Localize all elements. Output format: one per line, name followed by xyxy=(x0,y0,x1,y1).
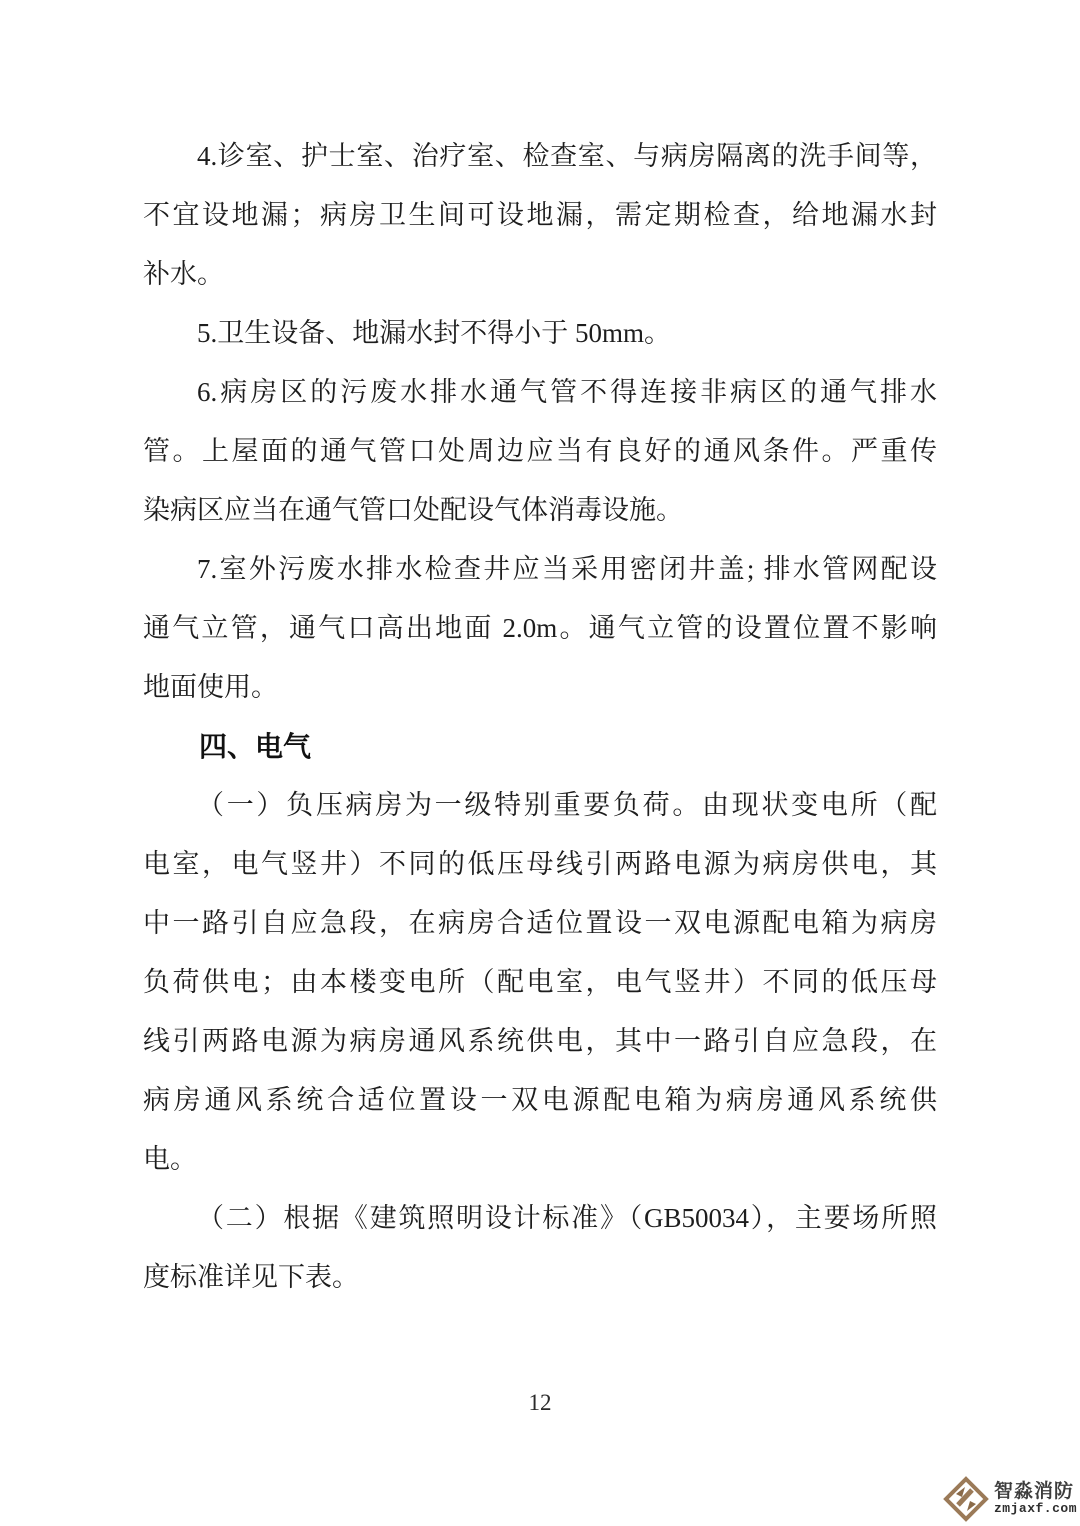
paragraph-e1-line-2: 电室，电气竖井）不同的低压母线引两路电源为病房供电，其 xyxy=(143,849,937,879)
section-heading-text: 四、电气 xyxy=(199,731,312,762)
paragraph-6-line-1: 6.病房区的污废水排水通气管不得连接非病区的通气排水 xyxy=(197,377,937,407)
paragraph-7-line-3: 地面使用。 xyxy=(143,672,278,702)
paragraph-7-line-1: 7.室外污废水排水检查井应当采用密闭井盖; 排水管网配设 xyxy=(197,554,937,584)
paragraph-6 xyxy=(143,363,937,540)
paragraph-4-line-1: 4.诊室、护士室、治疗室、检查室、与病房隔离的洗手间等， xyxy=(197,141,937,171)
paragraph-7 xyxy=(143,540,937,717)
watermark-domain: zmjaxf.com xyxy=(993,1501,1077,1517)
paragraph-e2-line-1: （二）根据《建筑照明设计标准》（GB50034），主要场所照 xyxy=(197,1203,937,1233)
paragraph-4-line-3: 补水。 xyxy=(143,259,224,289)
watermark-brand: 智淼消防 xyxy=(993,1481,1074,1503)
section-heading-electrical xyxy=(143,717,937,776)
paragraph-e1-line-7: 电。 xyxy=(143,1144,197,1174)
paragraph-5-line-1: 5.卫生设备、地漏水封不得小于 50mm。 xyxy=(197,318,672,348)
paragraph-e1-line-1: （一）负压病房为一级特别重要负荷。由现状变电所（配 xyxy=(197,790,937,820)
paragraph-e1 xyxy=(143,776,937,1189)
paragraph-e1-line-3: 中一路引自应急段，在病房合适位置设一双电源配电箱为病房 xyxy=(143,908,937,938)
paragraph-6-line-2: 管。上屋面的通气管口处周边应当有良好的通风条件。严重传 xyxy=(143,436,937,466)
paragraph-7-line-2: 通气立管，通气口高出地面 2.0m。通气立管的设置位置不影响 xyxy=(143,613,937,643)
paragraph-e2-line-2: 度标准详见下表。 xyxy=(143,1262,359,1292)
paragraph-5 xyxy=(143,304,937,363)
document-body xyxy=(143,127,937,1307)
paragraph-e1-line-6: 病房通风系统合适位置设一双电源配电箱为病房通风系统供 xyxy=(143,1085,937,1115)
watermark-text xyxy=(994,1482,1077,1516)
paragraph-6-line-3: 染病区应当在通气管口处配设气体消毒设施。 xyxy=(143,495,683,525)
paragraph-e1-line-4: 负荷供电；由本楼变电所（配电室，电气竖井）不同的低压母 xyxy=(143,967,937,997)
paragraph-e1-line-5: 线引两路电源为病房通风系统供电，其中一路引自应急段，在 xyxy=(143,1026,937,1056)
watermark-logo xyxy=(943,1476,1077,1522)
paragraph-e2 xyxy=(143,1189,937,1307)
diamond-z-logo-icon xyxy=(943,1476,989,1522)
page-number: 12 xyxy=(528,1390,552,1415)
paragraph-4 xyxy=(143,127,937,304)
paragraph-4-line-2: 不宜设地漏；病房卫生间可设地漏，需定期检查，给地漏水封 xyxy=(143,200,937,230)
